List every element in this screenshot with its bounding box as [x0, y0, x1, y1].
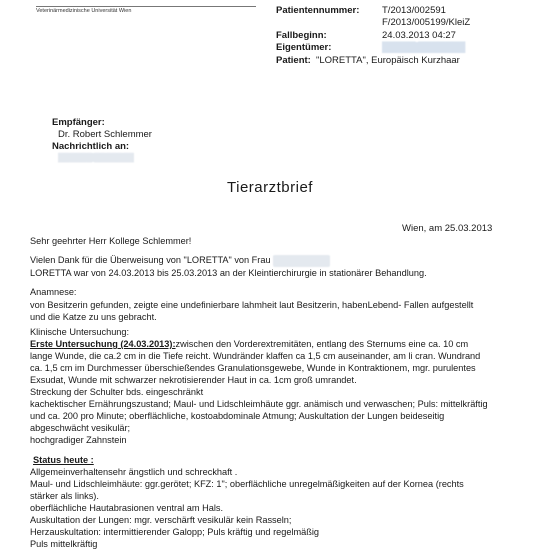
patientnummer-value-1: T/2013/002591 — [382, 5, 446, 16]
erste-line-7: und ca. 200 pro Minute; oberflächliche, kostoabdominale Atmung; Auskultation der Lungen beideseitig — [30, 411, 445, 421]
thanks-line — [30, 255, 520, 267]
salutation: Sehr geehrter Herr Kollege Schlemmer! — [30, 236, 192, 246]
erste-line-5: Streckung der Schulter bds. eingeschränkt — [30, 387, 204, 397]
status-line-2: Maul- und Lidschleimhäute: ggr.gerötet; KFZ: 1"; oberflächliche unregelmäßigkeiten auf der Kornea (rechts — [30, 479, 464, 489]
status-line-5: Auskultation der Lungen: mgr. verschärft vesikulär kein Rasseln; — [30, 515, 292, 525]
eigentuemer-value — [382, 42, 465, 53]
status-line-7: Puls mittelkräftig — [30, 539, 98, 549]
redacted-copy-recipient: ██████ ███████ — [58, 153, 134, 162]
fallbeginn-value: 24.03.2013 04:27 — [382, 30, 456, 41]
anamnese-line-1: von Besitzerin gefunden, zeigte eine undefinierbare lahmheit laut Besitzerin, habenLebend- Fallen aufgestellt — [30, 300, 474, 310]
erste-line-9: hochgradiger Zahnstein — [30, 435, 127, 445]
nachrichtlich-name — [58, 153, 134, 162]
erste-heading: Erste Untersuchung (24.03.2013): — [30, 339, 176, 349]
status-line-3: stärker als links). — [30, 491, 99, 501]
erste-line-6: kachektischer Ernährungszustand; Maul- und Lidschleimhäute ggr. anämisch und verwaschen; Puls: mittelkräftig — [30, 399, 488, 409]
university-name: Veterinärmedizinische Universität Wien — [36, 6, 256, 14]
status-line-1: Allgemeinverhaltensehr ängstlich und schreckhaft . — [30, 467, 238, 477]
status-heading: Status heute : — [33, 455, 94, 465]
place-date: Wien, am 25.03.2013 — [402, 223, 493, 234]
anamnese-label: Anamnese: — [30, 287, 77, 297]
erste-line-3: ca. 1,5 cm im Durchmesser überschießendes Granulationsgewebe, Wunde in Kontraktionem, mgr. purulentes — [30, 363, 476, 373]
fallbeginn-label: Fallbeginn: — [276, 30, 327, 41]
erste-text-1: zwischen den Vorderextremitäten, entlang des Sternums eine ca. 10 cm — [175, 339, 469, 349]
erste-line-4: Exsudat, Wunde mit schwarzer nekrotisierender Haut in ca. 1cm groß umrandet. — [30, 375, 357, 385]
stay-text: LORETTA war von 24.03.2013 bis 25.03.2013 an der Kleintierchirurgie in stationärer Behandlung. — [30, 268, 427, 278]
status-line-4: oberflächliche Hautabrasionen ventral am Hals. — [30, 503, 224, 513]
erste-line-1 — [30, 339, 520, 351]
eigentuemer-label: Eigentümer: — [276, 42, 332, 53]
thanks-text: Vielen Dank für die Überweisung von "LORETTA" von Frau — [30, 255, 271, 265]
patient-label: Patient: — [276, 55, 311, 66]
patientnummer-label: Patientennummer: — [276, 5, 360, 16]
anamnese-line-2: und die Katze zu uns gebracht. — [30, 312, 157, 322]
document-title: Tierarztbrief — [227, 179, 313, 196]
klinische-label: Klinische Untersuchung: — [30, 327, 130, 337]
patient-value: "LORETTA", Europäisch Kurzhaar — [316, 55, 460, 66]
erste-line-8: abgeschwächt vesikulär; — [30, 423, 131, 433]
patientnummer-value-2: F/2013/005199/KleiZ — [382, 17, 471, 28]
nachrichtlich-label: Nachrichtlich an: — [52, 141, 130, 152]
empfaenger-name: Dr. Robert Schlemmer — [58, 129, 152, 140]
erste-line-2: lange Wunde, die ca.2 cm in die Tiefe reicht. Wundränder klaffen ca 1,5 cm auseinander, am li cran. Wundrand — [30, 351, 481, 361]
status-line-6: Herzauskultation: intermittierender Galopp; Puls kräftig und regelmäßig — [30, 527, 320, 537]
status-heading-line — [30, 455, 520, 467]
empfaenger-label: Empfänger: — [52, 117, 105, 128]
redacted-owner-name: ██████████ — [273, 256, 330, 265]
redacted-owner: █████ ███████ — [382, 42, 466, 53]
